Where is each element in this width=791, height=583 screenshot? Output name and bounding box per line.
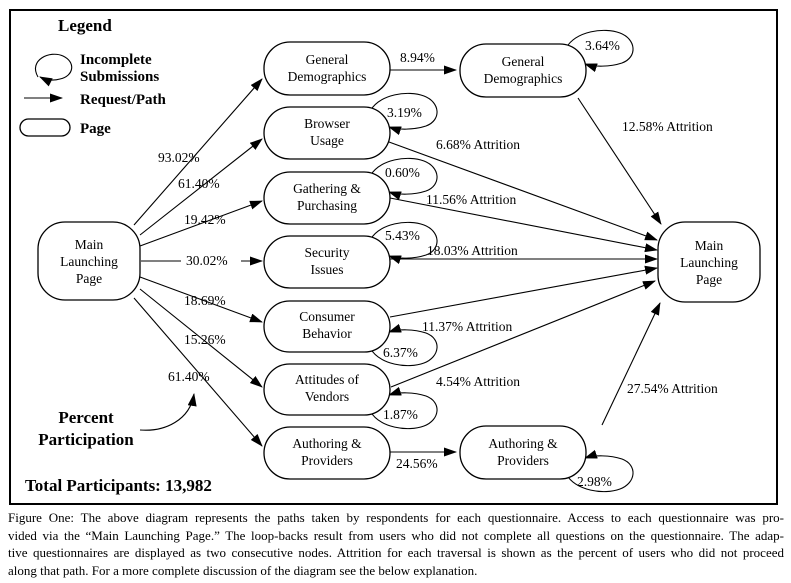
node-label: Page (695, 272, 723, 287)
node-general-demographics-mid (264, 42, 390, 95)
edge-attrition-general-demographics (578, 98, 661, 224)
node-label: Authoring & (488, 436, 558, 451)
node-general-demographics-right (460, 44, 586, 97)
node-label: Usage (310, 133, 344, 148)
loop-label-consumer-behavior: 6.37% (383, 345, 418, 360)
legend-incomplete-label-1: Incomplete (80, 52, 152, 68)
attrition-edges (389, 98, 661, 425)
node-label: Main (74, 237, 104, 252)
legend-request-label: Request/Path (80, 92, 166, 108)
incomplete-loop-icon (35, 54, 71, 80)
caption-line: tive questionnaires are displayed as two consecutive nodes. Attrition for each traversal is shown as the percent of users who did not proceed (8, 545, 784, 560)
node-label: Purchasing (297, 198, 357, 213)
node-label: Launching (680, 255, 738, 270)
node-label: General (305, 52, 349, 67)
participation-label-browser-usage: 61.40% (178, 176, 220, 191)
participation-label-gathering-purchasing: 19.42% (184, 212, 226, 227)
node-label: Authoring & (292, 436, 362, 451)
legend-page-label: Page (80, 121, 111, 137)
node-label: Providers (301, 453, 353, 468)
attrition-label-gathering-purchasing: 11.56% Attrition (426, 192, 517, 207)
incomplete-loops (370, 30, 633, 491)
node-authoring-providers-mid (264, 427, 390, 479)
loop-label-security-issues: 5.43% (385, 228, 420, 243)
loop-label-gathering-purchasing: 0.60% (385, 165, 420, 180)
loop-label-authoring-providers-right: 2.98% (577, 474, 612, 489)
figure-caption (8, 509, 784, 579)
node-label: Behavior (302, 326, 352, 341)
legend (20, 16, 166, 137)
percent-participation-label-2: Participation (38, 430, 134, 449)
node-label: Providers (497, 453, 549, 468)
node-label: Vendors (304, 389, 350, 404)
total-participants-label: Total Participants: 13,982 (25, 476, 212, 495)
node-label: General (501, 54, 545, 69)
attrition-label-authoring-providers: 27.54% Attrition (627, 381, 718, 396)
loop-label-attitudes-vendors: 1.87% (383, 407, 418, 422)
percent-participation-pointer-arrow (140, 394, 194, 430)
node-label: Demographics (483, 71, 563, 86)
adaptive-label-general-demographics: 8.94% (400, 50, 435, 65)
caption-line: along that path. For a more complete discussion of the diagram see the below explanation. (8, 562, 478, 578)
legend-title: Legend (58, 16, 112, 35)
node-label: Page (75, 271, 103, 286)
node-browser-usage (264, 107, 390, 159)
page-shape-icon (20, 119, 70, 136)
node-main-launching-left (38, 222, 140, 300)
percent-participation-label-1: Percent (58, 408, 114, 427)
node-consumer-behavior (264, 301, 390, 352)
node-attitudes-vendors (264, 364, 390, 415)
node-label: Consumer (299, 309, 355, 324)
attrition-label-attitudes-vendors: 4.54% Attrition (436, 374, 520, 389)
participation-label-general-demographics: 93.02% (158, 150, 200, 165)
loop-label-general-demographics-right: 3.64% (585, 38, 620, 53)
node-main-launching-right (658, 222, 760, 302)
participation-label-consumer-behavior: 18.69% (184, 293, 226, 308)
node-security-issues (264, 236, 390, 288)
edge-attrition-authoring-providers (602, 303, 660, 425)
edge-attrition-consumer-behavior (390, 268, 657, 317)
legend-incomplete-label-2: Submissions (80, 69, 160, 85)
node-label: Attitudes of (294, 372, 360, 387)
attrition-label-general-demographics: 12.58% Attrition (622, 119, 713, 134)
node-label: Launching (60, 254, 118, 269)
caption-line: vided via the “Main Launching Page.” The loop-backs result from users who did not complete all questions on the questionnaire. The adap- (8, 527, 784, 543)
node-label: Gathering & (293, 181, 361, 196)
annotations (25, 394, 212, 495)
node-gathering-purchasing (264, 172, 390, 224)
participation-label-security-issues: 30.02% (186, 253, 228, 268)
loop-label-browser-usage: 3.19% (387, 105, 422, 120)
node-label: Security (304, 245, 350, 260)
node-label: Browser (304, 116, 350, 131)
attrition-label-browser-usage: 6.68% Attrition (436, 137, 520, 152)
attrition-label-consumer-behavior: 11.37% Attrition (422, 319, 513, 334)
node-authoring-providers-right (460, 426, 586, 479)
adaptive-label-authoring-providers: 24.56% (396, 456, 438, 471)
node-label: Main (694, 238, 724, 253)
participation-label-authoring-providers: 61.40% (168, 369, 210, 384)
edge-attrition-attitudes-vendors (391, 281, 655, 387)
caption-line: Figure One: The above diagram represents the paths taken by respondents for each questionnaire. Access to each questionnaire was pro- (8, 510, 784, 525)
attrition-label-security-issues: 18.03% Attrition (427, 243, 518, 258)
participation-label-attitudes-vendors: 15.26% (184, 332, 226, 347)
node-label: Issues (310, 262, 344, 277)
edge-labels (158, 38, 718, 489)
node-label: Demographics (287, 69, 367, 84)
